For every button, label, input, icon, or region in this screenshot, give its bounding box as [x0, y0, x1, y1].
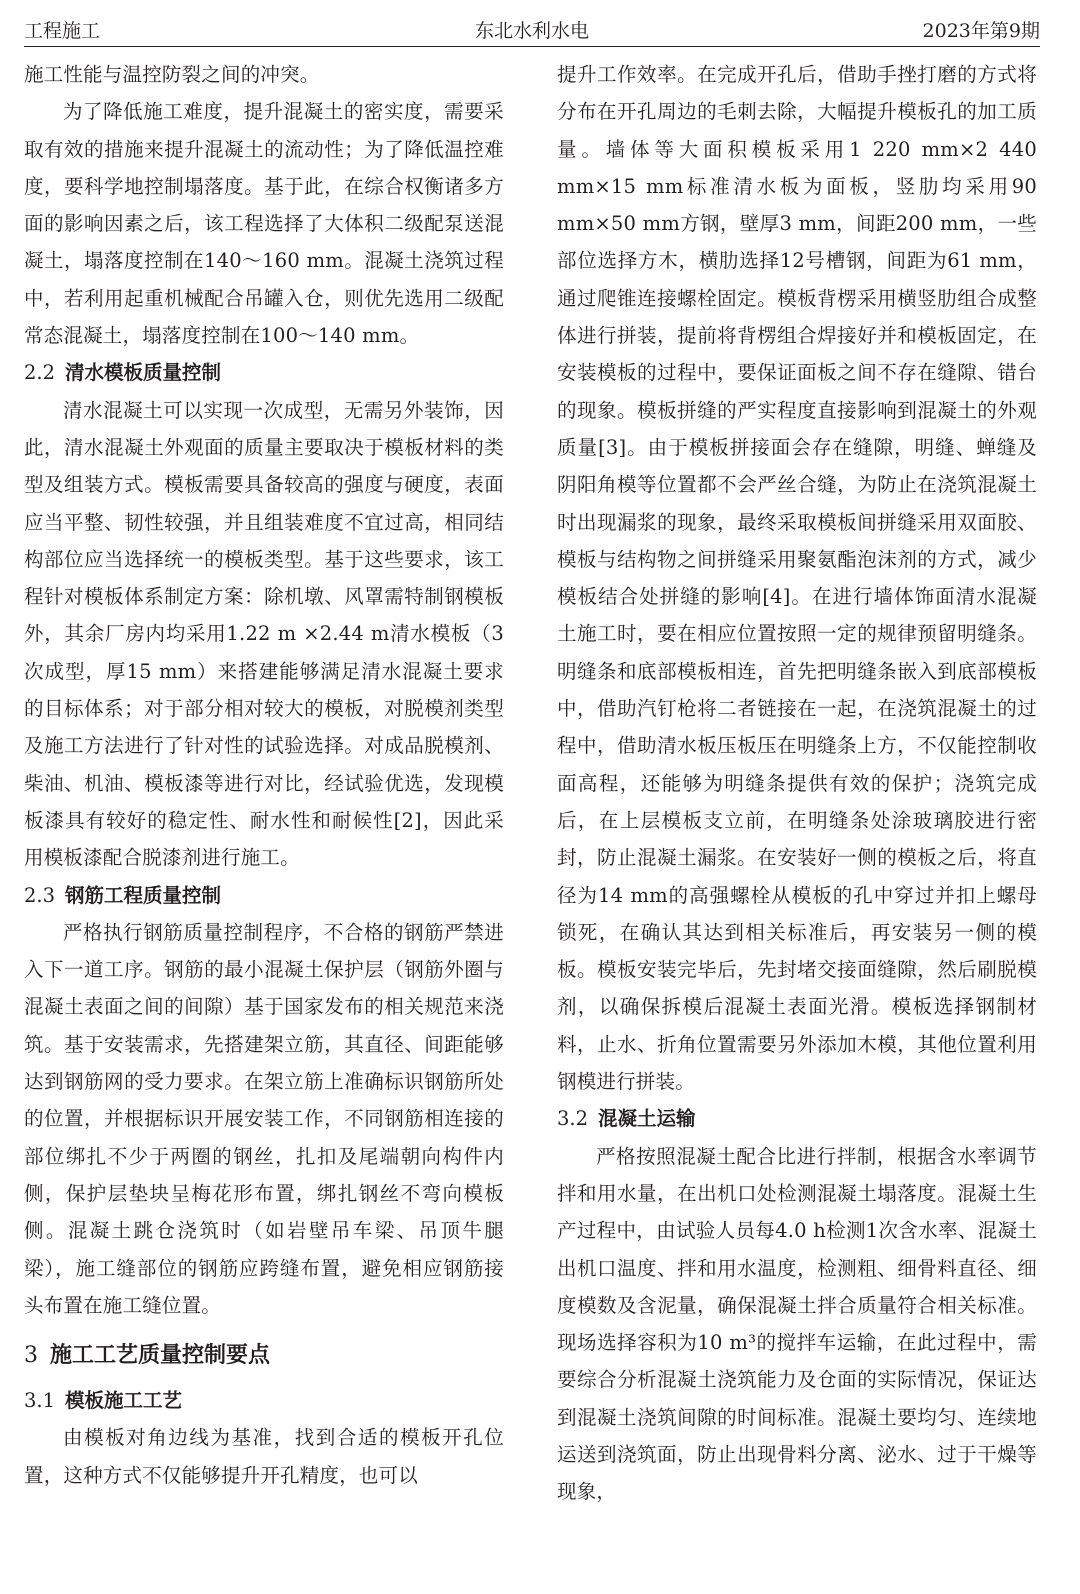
paragraph: 严格执行钢筋质量控制程序，不合格的钢筋严禁进入下一道工序。钢筋的最小混凝土保护层（钢筋外圈与混凝土表面之间的间隙）基于国家发布的相关规范来浇筑。基于安装需求，先搭建架立筋，其直径、间距能够达到钢筋网的受力要求。在架立筋上准确标识钢筋所处的位置，并根据标识开展安装工作，不同钢筋相连接的部位绑扎不少于两圈的钢丝，扎扣及尾端朝向构件内侧，保护层垫块呈梅花形布置，绑扎钢丝不弯向模板侧。混凝土跳仓浇筑时（如岩壁吊车梁、吊顶牛腿梁），施工缝部位的钢筋应跨缝布置，避免相应钢筋接头布置在施工缝位置。 — [24, 920, 504, 1317]
header-issue: 2023年第9期 — [922, 20, 1040, 42]
section-number: 2.2 — [24, 361, 56, 385]
section-heading-3-1 — [24, 1382, 504, 1419]
header-journal-name: 东北水利水电 — [474, 20, 589, 42]
paragraph: 施工性能与温控防裂之间的冲突。 — [24, 63, 320, 86]
paragraph: 严格按照混凝土配合比进行拌制，根据含水率调节拌和用水量，在出机口处检测混凝土塌落度。混凝土生产过程中，由试验人员每4.0 h检测1次含水率、混凝土出机口温度、拌和用水温度，检测粗、细骨料直径、细度模数及含泥量，确保混凝土拌合质量符合相关标准。现场选择容积为10 m³的搅拌车运输，在此过程中，需要综合分析混凝土浇筑能力及仓面的实际情况，保证达到混凝土浇筑间隙的时间标准。混凝土要均匀、连续地运送到浇筑面，防止出现骨料分离、泌水、过于干燥等现象， — [557, 1144, 1037, 1504]
section-heading-2-3 — [24, 877, 504, 914]
right-column — [557, 56, 1037, 1511]
section-title: 清水模板质量控制 — [65, 361, 222, 385]
header-section-label: 工程施工 — [24, 20, 101, 42]
section-heading-3 — [24, 1336, 504, 1376]
paragraph: 由模板对角边线为基准，找到合适的模板开孔位置，这种方式不仅能够提升开孔精度，也可以 — [24, 1426, 504, 1487]
section-title: 混凝土运输 — [598, 1107, 696, 1131]
left-column — [24, 56, 504, 1494]
section-number: 3.2 — [557, 1107, 589, 1131]
section-title: 模板施工工艺 — [65, 1389, 183, 1413]
section-heading-3-2 — [557, 1100, 1037, 1137]
section-number: 2.3 — [24, 883, 56, 907]
paragraph: 清水混凝土可以实现一次成型，无需另外装饰，因此，清水混凝土外观面的质量主要取决于模板材料的类型及组装方式。模板需要具备较高的强度与硬度，表面应当平整、韧性较强，并且组装难度不宜过高，相同结构部位应当选择统一的模板类型。基于这些要求，该工程针对模板体系制定方案：除机墩、风罩需特制钢模板外，其余厂房内均采用1.22 m ×2.44 m清水模板（3次成型，厚15 mm）来搭建能够满足清水混凝土要求的目标体系；对于部分相对较大的模板，对脱模剂类型及施工方法进行了针对性的试验选择。对成品脱模剂、柴油、机油、模板漆等进行对比，经试验优选，发现模板漆具有较好的稳定性、耐水性和耐候性[2]，因此采用模板漆配合脱漆剂进行施工。 — [24, 398, 504, 870]
paragraph: 为了降低施工难度，提升混凝土的密实度，需要采取有效的措施来提升混凝土的流动性；为了降低温控难度，要科学地控制塌落度。基于此，在综合权衡诸多方面的影响因素之后，该工程选择了大体积二级配泵送混凝土，塌落度控制在140～160 mm。混凝土浇筑过程中，若利用起重机械配合吊罐入仓，则优先选用二级配常态混凝土，塌落度控制在100～140 mm。 — [24, 100, 504, 348]
paragraph: 提升工作效率。在完成开孔后，借助手挫打磨的方式将分布在开孔周边的毛刺去除，大幅提升模板孔的加工质量。墙体等大面积模板采用1 220 mm×2 440 mm×15 mm标准清水板为面板，竖肋均采用90 mm×50 mm方钢，壁厚3 mm，间距200 mm，一些部位选择方木，横肋选择12号槽钢，间距为61 mm，通过爬锥连接螺栓固定。模板背楞采用横竖肋组合成整体进行拼装，提前将背楞组合焊接好并和模板固定，在安装模板的过程中，要保证面板之间不存在缝隙、错台的现象。模板拼缝的严实程度直接影响到混凝土的外观质量[3]。由于模板拼接面会存在缝隙，明缝、蝉缝及阴阳角模等位置都不会严丝合缝，为防止在浇筑混凝土时出现漏浆的现象，最终采取模板间拼缝采用双面胶、模板与结构物之间拼缝采用聚氨酯泡沫剂的方式，减少模板结合处拼缝的影响[4]。在进行墙体饰面清水混凝土施工时，要在相应位置按照一定的规律预留明缝条。明缝条和底部模板相连，首先把明缝条嵌入到底部模板中，借助汽钉枪将二者链接在一起，在浇筑混凝土的过程中，借助清水板压板压在明缝条上方，不仅能控制收面高程，还能够为明缝条提供有效的保护；浇筑完成后，在上层模板支立前，在明缝条处涂玻璃胶进行密封，防止混凝土漏浆。在安装好一侧的模板之后，将直径为14 mm的高强螺栓从模板的孔中穿过并扣上螺母锁死，在确认其达到相关标准后，再安装另一侧的模板。模板安装完毕后，先封堵交接面缝隙，然后刷脱模剂，以确保拆模后混凝土表面光滑。模板选择钢制材料，止水、折角位置需要另外添加木模，其他位置利用钢模进行拼装。 — [557, 63, 1037, 1094]
section-title: 施工工艺质量控制要点 — [50, 1343, 271, 1369]
running-header — [24, 12, 1040, 47]
section-number: 3 — [24, 1343, 38, 1369]
section-heading-2-2 — [24, 354, 504, 391]
section-number: 3.1 — [24, 1389, 56, 1413]
section-title: 钢筋工程质量控制 — [65, 883, 222, 907]
